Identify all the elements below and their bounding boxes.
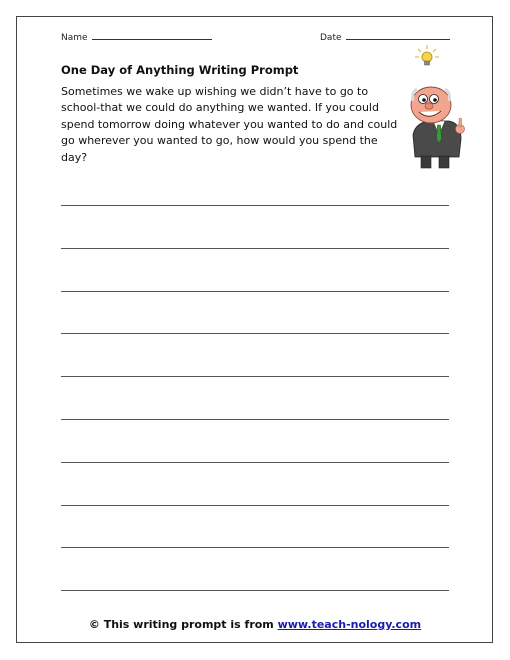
writing-line[interactable] [61,248,449,249]
date-field [320,31,450,43]
name-blank-line[interactable] [92,31,212,40]
writing-line[interactable] [61,547,449,548]
prompt-text: Sometimes we wake up wishing we didn’t have to go to school-that we could do anything we wanted. If you could spend tomorrow doing whatever you wanted to do and could go wherever you wanted to go, how would you spend the day? [61,85,398,164]
name-label: Name [61,33,88,43]
writing-line[interactable] [61,333,449,334]
writing-line[interactable] [61,376,449,377]
writing-line[interactable] [61,291,449,292]
writing-line[interactable] [61,505,449,506]
footer-link[interactable]: www.teach-nology.com [277,618,422,631]
name-field [61,31,212,43]
date-blank-line[interactable] [346,31,450,40]
writing-lines [61,205,449,633]
footer [0,618,510,631]
writing-line[interactable] [61,205,449,206]
writing-line[interactable] [61,590,449,591]
writing-line[interactable] [61,462,449,463]
footer-text: © This writing prompt is from [88,618,274,631]
writing-line[interactable] [61,419,449,420]
worksheet-title: One Day of Anything Writing Prompt [61,63,299,77]
date-label: Date [320,33,342,43]
lightbulb-icon [415,45,439,65]
cartoon-man-with-lightbulb-icon [405,43,465,171]
